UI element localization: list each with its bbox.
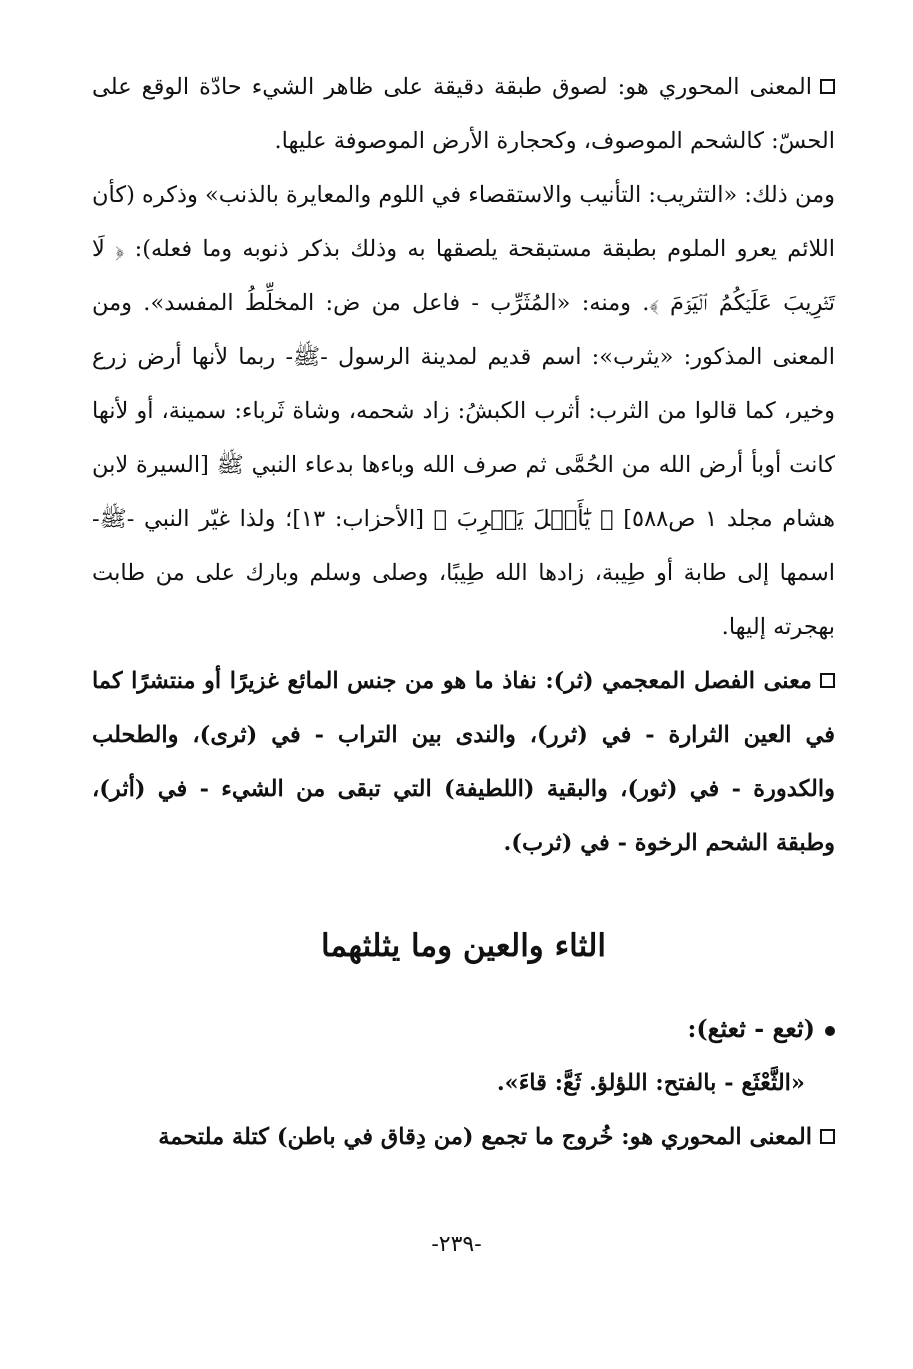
entry-meaning-text: المعنى المحوري هو: خُروج ما تجمع (من دِقاق في باطن) كتلة ملتحمة (158, 1124, 812, 1150)
entry-title-text: (ثعع - ثعثع): (687, 1014, 815, 1043)
paragraph-text: معنى الفصل المعجمي (ثر): نفاذ ما هو من جنس المائع غزيرًا أو منتشرًا كما في العين الثرارة - في (ثرر)، والندى بين التراب - في (ثرى)، والطحلب والكدورة - في (ثور)، والبقية (اللطيفة) التي تبقى من الشيء - في (أثر)، وطبقة الشحم الرخوة - في (ثرب). (92, 668, 835, 856)
entry-quote: «الثَّعْثَع - بالفتح: اللؤلؤ. ثَعَّ: قاءَ». (496, 1070, 805, 1096)
paragraph-tathrib (92, 168, 835, 654)
square-bullet-icon (820, 79, 835, 94)
paragraph-text: المعنى المحوري هو: لصوق طبقة دقيقة على ظاهر الشيء حادّة الوقع على الحسّ: كالشحم الموصوف، وكحجارة الأرض الموصوفة عليها. (92, 74, 835, 154)
page-number: -٢٣٩- (431, 1232, 482, 1257)
round-bullet-icon (825, 1026, 835, 1036)
square-bullet-icon (820, 673, 835, 688)
section-heading: الثاء والعين وما يثلثهما (320, 928, 607, 964)
paragraph-lexical-section (92, 654, 835, 870)
paragraph-text: ومن ذلك: «التثريب: التأنيب والاستقصاء في اللوم والمعايرة بالذنب» وذكره (كأن اللائم يعرو الملوم بطبقة مستبقحة يلصقها به وذلك بذكر ذنوبه وما فعله): ﴿ لَا تَثۡرِيبَ عَلَيۡكُمُ ٱلۡيَوۡمَ ﴾. ومنه: «المُثَرِّب - فاعل من ض: المخلِّطُ المفسد». ومن المعنى المذكور: «يثرب»: اسم قديم لمدينة الرسول -ﷺ- ربما لأنها أرض زرع وخير، كما قالوا من الثرب: أثرب الكبشُ: زاد شحمه، وشاة ثَرباء: سمينة، أو لأنها كانت أوبأ أرض الله من الحُمَّى ثم صرف الله وباءها بدعاء النبي ﷺ [السيرة لابن هشام مجلد ١ ص٥٨٨] ﴿ يَٰٓأَهۡلَ يَثۡرِبَ ﴾ [الأحزاب: ١٣]؛ ولذا غيّر النبي -ﷺ- اسمها إلى طابة أو طِيبة، زادها الله طِيبًا، وصلى وسلم وبارك على من طابت بهجرته إليها. (92, 182, 836, 640)
entry-title (92, 1002, 835, 1056)
paragraph-pivotal-meaning (92, 60, 835, 168)
entry-meaning (92, 1110, 835, 1164)
square-bullet-icon (820, 1129, 835, 1144)
